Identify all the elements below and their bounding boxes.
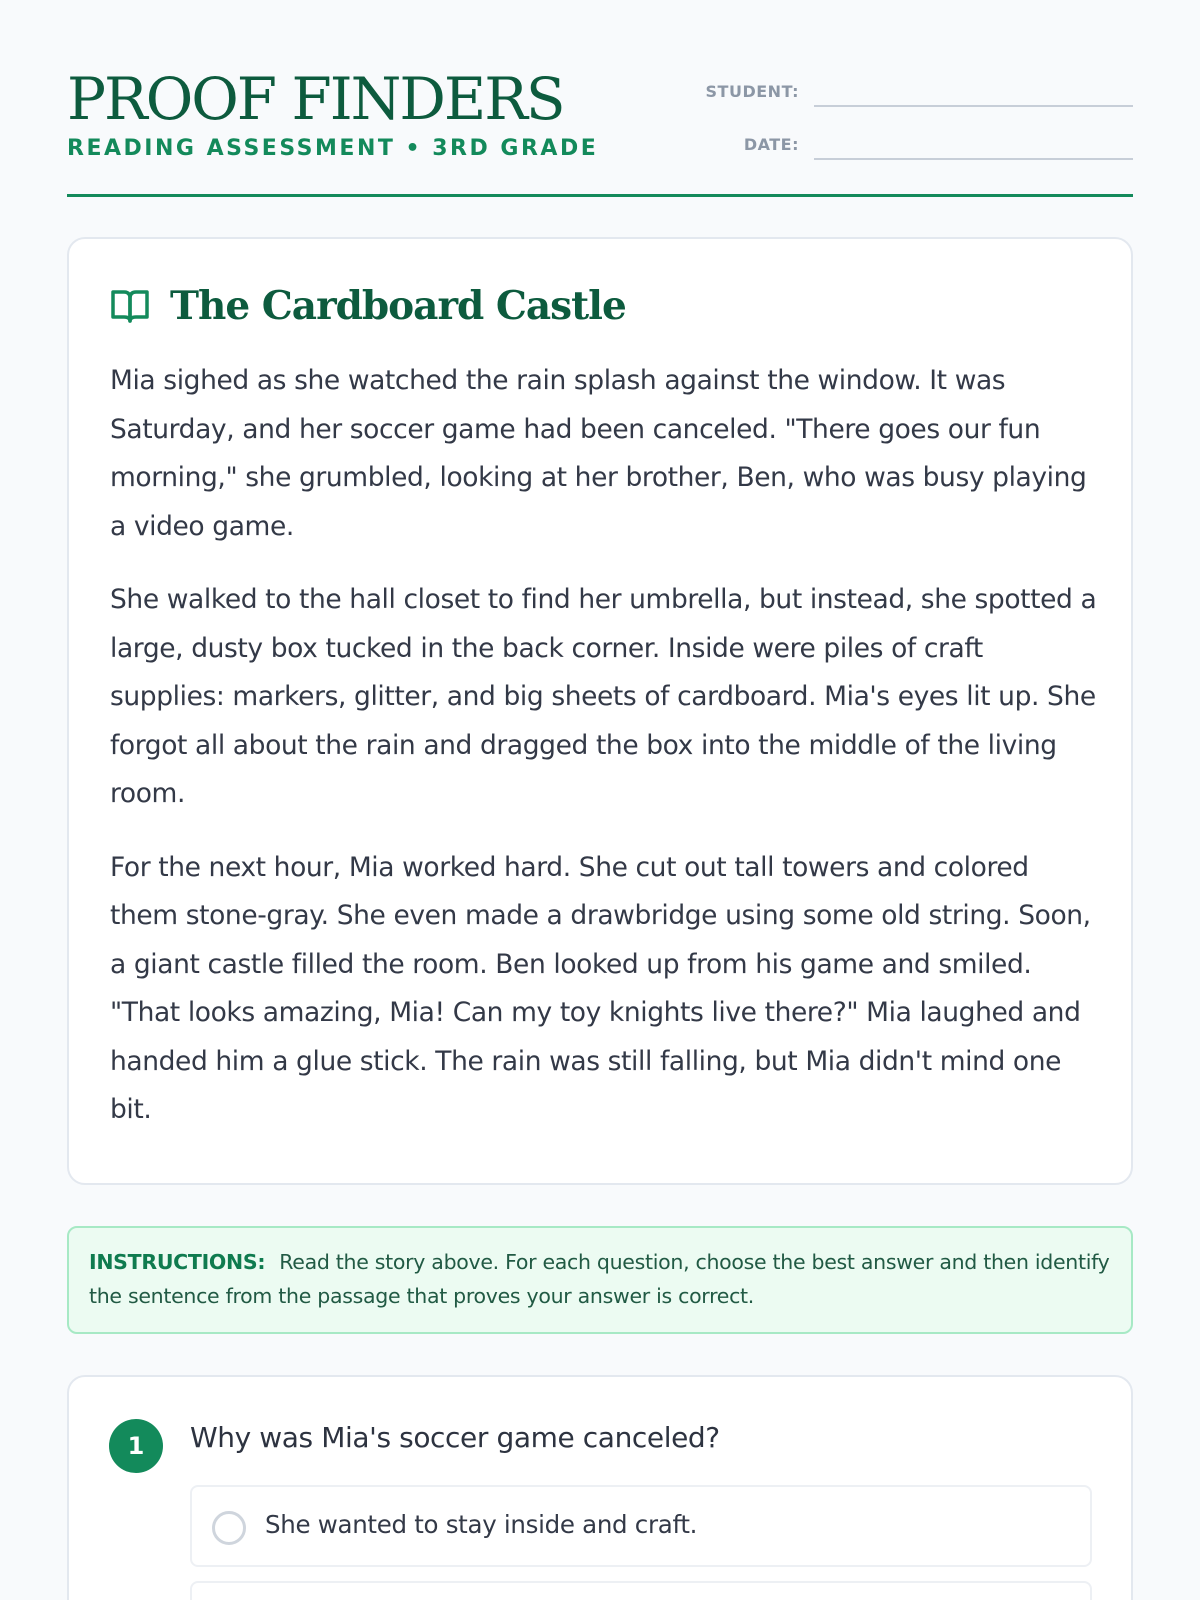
date-field[interactable] bbox=[673, 125, 1133, 165]
story-card bbox=[67, 237, 1133, 1185]
answer-option-b[interactable] bbox=[190, 1581, 1092, 1600]
answer-option-a[interactable] bbox=[190, 1485, 1092, 1567]
instructions-box bbox=[67, 1226, 1133, 1334]
date-write-line[interactable] bbox=[814, 158, 1133, 160]
story-paragraph-1: Mia sighed as she watched the rain splash against the window. It was Saturday, and her soccer game had been canceled. "There goes our fun morning," she grumbled, looking at her brother, Ben, who was busy playing a video game. bbox=[110, 365, 1087, 542]
question-card-1 bbox=[67, 1375, 1133, 1600]
student-write-line[interactable] bbox=[814, 105, 1133, 107]
worksheet-header bbox=[67, 62, 1133, 197]
instructions-label: INSTRUCTIONS: bbox=[89, 1250, 266, 1274]
story-title: The Cardboard Castle bbox=[170, 283, 626, 329]
worksheet-subtitle: READING ASSESSMENT • 3RD GRADE bbox=[67, 136, 599, 161]
student-label: STUDENT: bbox=[705, 82, 799, 101]
instructions-text: Read the story above. For each question, choose the best answer and then identify the sentence from the passage that proves your answer is correct. bbox=[89, 1250, 1110, 1308]
student-field[interactable] bbox=[673, 72, 1133, 112]
worksheet-title: PROOF FINDERS bbox=[67, 65, 564, 133]
story-paragraph-2: She walked to the hall closet to find her umbrella, but instead, she spotted a large, dusty box tucked in the back corner. Inside were piles of craft supplies: markers, glitter, and big sheets of cardboard. Mia's eyes lit up. She forgot all about the rain and dragged the box into the middle of the living room. bbox=[110, 584, 1097, 809]
answer-option-text: She wanted to stay inside and craft. bbox=[265, 1510, 698, 1539]
radio-button[interactable] bbox=[212, 1511, 246, 1545]
story-passage bbox=[110, 357, 1100, 1160]
book-open-icon bbox=[110, 288, 150, 324]
date-label: DATE: bbox=[743, 135, 799, 154]
question-number-badge: 1 bbox=[109, 1419, 163, 1473]
story-heading bbox=[110, 281, 626, 331]
question-text: Why was Mia's soccer game canceled? bbox=[190, 1421, 720, 1454]
story-paragraph-3: For the next hour, Mia worked hard. She cut out tall towers and colored them stone-gray. She even made a drawbridge using some old string. Soon, a giant castle filled the room. Ben looked up from his game and smiled. "That looks amazing, Mia! Can my toy knights live there?" Mia laughed and handed him a glue stick. The rain was still falling, but Mia didn't mind one bit. bbox=[110, 851, 1091, 1125]
